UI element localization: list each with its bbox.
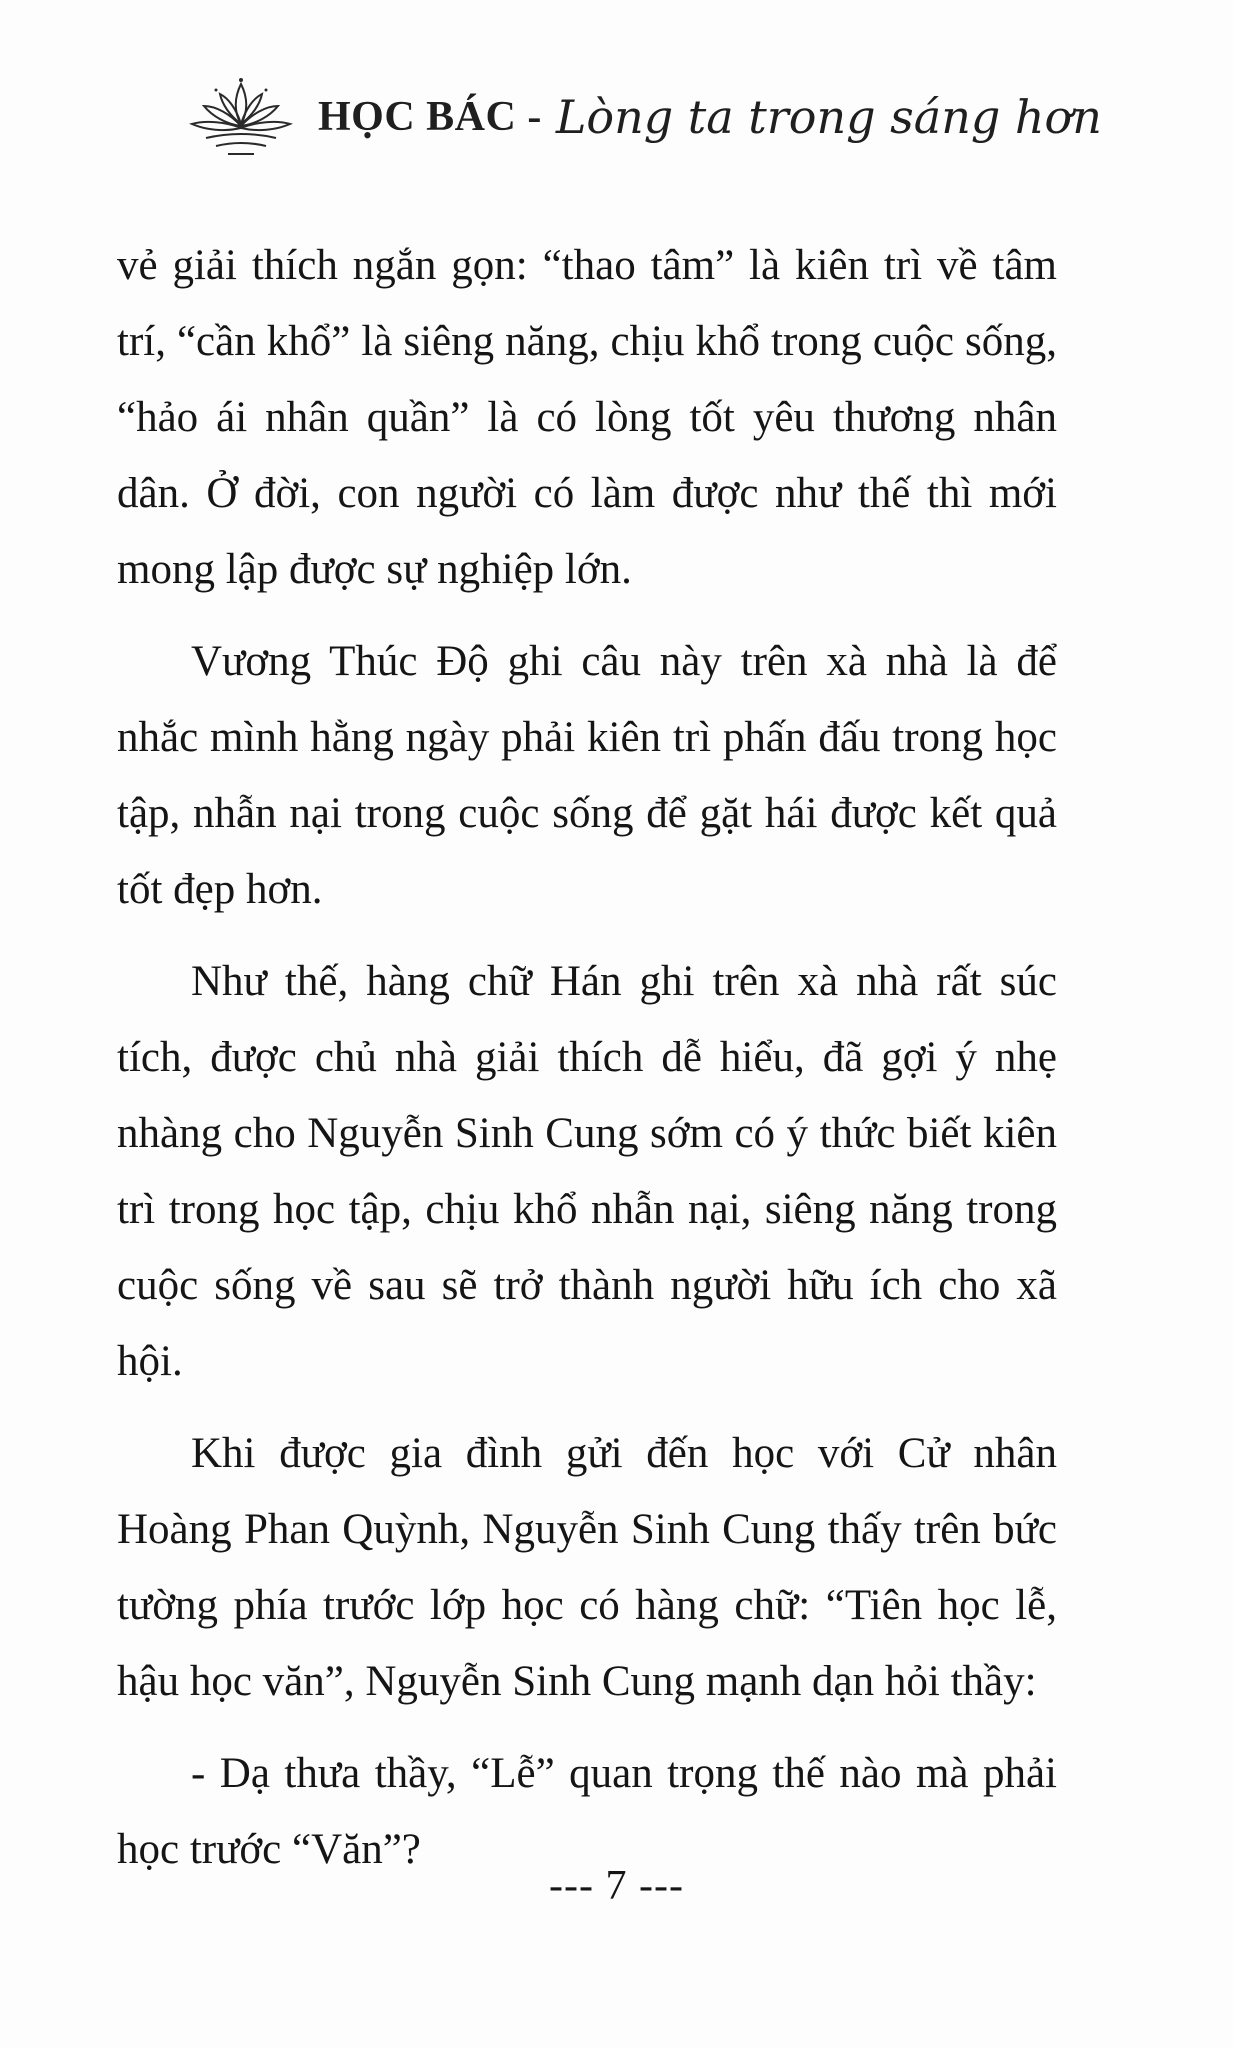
paragraph: Khi được gia đình gửi đến học với Cử nhân Hoàng Phan Quỳnh, Nguyễn Sinh Cung thấy trên bức tường phía trước lớp học có hàng chữ: “Tiên học lễ, hậu học văn”, Nguyễn Sinh Cung mạnh dạn hỏi thầy: (117, 1430, 1057, 1705)
running-header (186, 72, 1102, 162)
dialogue-line: - Dạ thưa thầy, “Lễ” quan trọng thế nào mà phải học trước “Văn”? (117, 1750, 1057, 1873)
paragraph: Vương Thúc Độ ghi câu này trên xà nhà là để nhắc mình hằng ngày phải kiên trì phấn đấu trong học tập, nhẫn nại trong cuộc sống để gặt hái được kết quả tốt đẹp hơn. (117, 638, 1057, 913)
paragraph: vẻ giải thích ngắn gọn: “thao tâm” là kiên trì về tâm trí, “cần khổ” là siêng năng, chịu khổ trong cuộc sống, “hảo ái nhân quần” là có lòng tốt yêu thương nhân dân. Ở đời, con người có làm được như thế thì mới mong lập được sự nghiệp lớn. (117, 242, 1057, 593)
paragraph: Như thế, hàng chữ Hán ghi trên xà nhà rất súc tích, được chủ nhà giải thích dễ hiểu, đã gợi ý nhẹ nhàng cho Nguyễn Sinh Cung sớm có ý thức biết kiên trì trong học tập, chịu khổ nhẫn nại, siêng năng trong cuộc sống về sau sẽ trở thành người hữu ích cho xã hội. (117, 958, 1057, 1385)
page-number: --- 7 --- (549, 1863, 684, 1909)
body-text (117, 228, 1057, 1888)
book-subtitle: Lòng ta trong sáng hơn (555, 90, 1102, 144)
book-title: HỌC BÁC - (318, 94, 542, 140)
lotus-icon (186, 72, 296, 162)
